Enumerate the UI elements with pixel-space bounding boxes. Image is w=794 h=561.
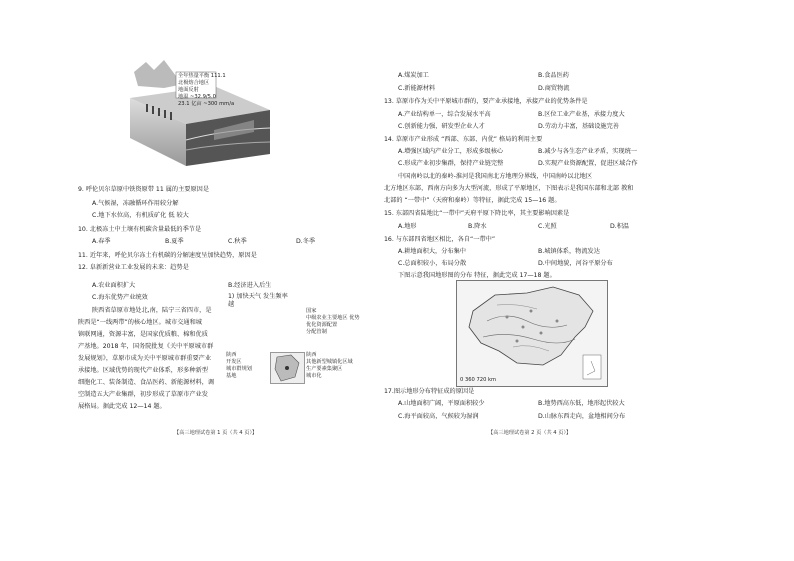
paragraph-line: 细胞化工、装备制造、食品医药、新能源材料，调 bbox=[78, 379, 215, 386]
q9-option-c: C.地下水位高，有机质矿化 低 较大 bbox=[92, 212, 189, 219]
question-9: 9. 呼伦贝尔草原中铁资原带 11 属的主要原因是 bbox=[78, 186, 210, 193]
question-17: 17.图示地形分布特征成的原因是 bbox=[384, 388, 475, 395]
q13-option-d: D.劳动力丰富，基础设施完善 bbox=[538, 123, 619, 130]
q15-option-c: C.光照 bbox=[538, 223, 557, 230]
q17-option-d: D.山脉东西走向，盆地相间分布 bbox=[538, 413, 626, 420]
question-13: 13. 草原市作为关中平原城市群的，要产业承接地，承接产业的优势条件是 bbox=[384, 98, 588, 105]
question-10: 10. 北极冻土中土壤有机碳含量最低的季节是 bbox=[78, 226, 202, 233]
diagram-label: 23.1 亿亩 ~300 mm/a bbox=[178, 101, 235, 107]
q15-option-a: A.地形 bbox=[398, 223, 417, 230]
side-note: 分配管制 bbox=[306, 329, 327, 335]
side-note: 开发区 bbox=[226, 359, 242, 365]
question-11: 11. 近年来，呼伦贝尔冻土有机碳的分解速度呈加快趋势，原因是 bbox=[78, 252, 257, 259]
q15-option-b: B.降水 bbox=[468, 223, 487, 230]
q15-option-d: D.积温 bbox=[610, 223, 630, 230]
paragraph-line: 北部的 “一带中”（天府和秦岭）等特征，据此完成 15—16 题。 bbox=[384, 197, 561, 204]
q17-option-c: C.海平面较高，气候较为湿润 bbox=[398, 413, 479, 420]
china-terrain-map bbox=[456, 280, 608, 387]
paragraph-line: 发展规划》，草原市成为关中平原城市群重要产业 bbox=[78, 355, 212, 362]
paragraph-line: 北方地区东部，西南方向多为大型河流，形成了平原地区，下图表示是我国东部和北部 教和 bbox=[384, 185, 634, 192]
side-note: 其他新型城镇化区域 bbox=[306, 359, 353, 365]
paragraph-line: 空制造五大产业集群，初步形成了草原市产业发 bbox=[78, 391, 208, 398]
diagram-label: 北极熔合地区 bbox=[178, 80, 210, 86]
q12-option-a: A.煤炭加工 bbox=[398, 72, 429, 79]
q13-option-b: B.区位工业产业基，承接力度大 bbox=[538, 111, 625, 118]
map-intro: 下图示意我国地形图的分布 特征，据此完成 17—18 题。 bbox=[398, 272, 556, 279]
paragraph-line: 陕西省草原市地处北,南，陆宁三省四市，是 bbox=[92, 307, 212, 314]
q12-option-d: 1) 加快天气 发生频率 bbox=[228, 293, 288, 300]
q10-option-a: A.春季 bbox=[92, 238, 111, 245]
q12-option-c: C.海东优势产业统效 bbox=[92, 294, 148, 301]
question-15: 15. 东部四省陆地比“一带中”天府平原下降比率，其主要影响因素是 bbox=[384, 210, 570, 217]
side-note: 陕西 bbox=[226, 352, 237, 358]
question-12: 12. 阜新新营业工业发展的未来：趋势是 bbox=[78, 264, 189, 271]
q16-option-d: D.中间地貌，河谷平原分布 bbox=[538, 260, 613, 267]
q16-option-b: B.城镇体系，物流发达 bbox=[538, 248, 600, 255]
q12-option-b: B.食品医药 bbox=[538, 72, 569, 79]
paragraph-line: 镇联网通，资源丰富，是国家优质粮、棉和优质 bbox=[78, 331, 208, 338]
q17-option-b: B.地势西高东低，地形起伏较大 bbox=[538, 400, 625, 407]
side-note: 城市群规划 bbox=[226, 366, 252, 372]
q12-option-a: A.农业面积扩大 bbox=[92, 282, 136, 289]
q14-option-a: A.增强区域内产业分工，形成多级核心 bbox=[398, 148, 504, 155]
q9-option-a: A.气候湿，冻融循环作用较分解 bbox=[92, 200, 179, 207]
diagram-label: 地面反射 bbox=[178, 87, 199, 93]
q14-option-b: B.减少与各生态产业矛盾，实现统一 bbox=[538, 148, 638, 155]
q13-option-a: A.产业结构单一，综合发展水平高 bbox=[398, 111, 491, 118]
q14-option-d: D.实现产业资源配置，促进区域合作 bbox=[538, 160, 638, 167]
region-map-thumbnail bbox=[270, 352, 305, 384]
map-scale: 0 360 720 km bbox=[460, 377, 497, 383]
q12-option-d: D.商贸物流 bbox=[538, 85, 570, 92]
paragraph-line: 产基地。2018 年，国务院批复《关中平原城市群 bbox=[78, 343, 214, 350]
side-note: 生产要素集聚区 bbox=[306, 366, 343, 372]
side-note: 基地 bbox=[226, 373, 237, 379]
diagram-label: 地温 ~32.9/5.0 bbox=[178, 94, 216, 100]
q12-option-c: C.新能源材料 bbox=[398, 85, 436, 92]
question-16: 16. 与东部四省地区相比，各自“一带中” bbox=[384, 236, 496, 243]
page-footer-left: 【高三地理试卷第 1 页（共 4 页）】 bbox=[174, 430, 258, 436]
q17-option-a: A.山地面积广阔，平原面积较少 bbox=[398, 400, 485, 407]
q12-option-d-cont: 越 bbox=[228, 301, 235, 308]
side-note: 中级农业主要地区 优势 bbox=[306, 315, 360, 321]
q13-option-c: C.创新能力强，研发型企业人才 bbox=[398, 123, 485, 130]
q10-option-d: D.冬季 bbox=[296, 238, 316, 245]
side-note: 优化资源配置 bbox=[306, 322, 338, 328]
q16-option-a: A.耕地面积大，分布集中 bbox=[398, 248, 466, 255]
q12-option-b: B.经济进入后生 bbox=[228, 282, 272, 289]
page-footer-right: 【高三地理试卷第 2 页（共 4 页）】 bbox=[488, 430, 572, 436]
question-14: 14. 草原市产业形成 “西部、东部、内优” 格局的利用主要 bbox=[384, 136, 543, 143]
q10-option-c: C.秋季 bbox=[228, 238, 247, 245]
q14-option-c: C.形成产业初步集群，保持产业链完整 bbox=[398, 160, 504, 167]
paragraph-line: 展格局。据此完成 12—14 题。 bbox=[78, 403, 166, 410]
q16-option-c: C.总面积较小，布局分散 bbox=[398, 260, 467, 267]
paragraph-line: 陕西是“一线两带”的核心地区。城市交通和城 bbox=[78, 319, 202, 326]
paragraph-line: 承接地。区域优势的现代产业体系，形多种新型 bbox=[78, 367, 208, 374]
side-note: 城市化 bbox=[306, 373, 322, 379]
side-note: 陕西 bbox=[306, 352, 317, 358]
paragraph-line: 中国南岭以北的秦岭-淮河是我国南北方地理分界线，中国南岭以北地区 bbox=[398, 173, 593, 180]
diagram-label: 全年热量平衡 111.1 bbox=[178, 73, 226, 79]
q10-option-b: B.夏季 bbox=[165, 238, 184, 245]
side-note: 国家 bbox=[306, 308, 317, 314]
